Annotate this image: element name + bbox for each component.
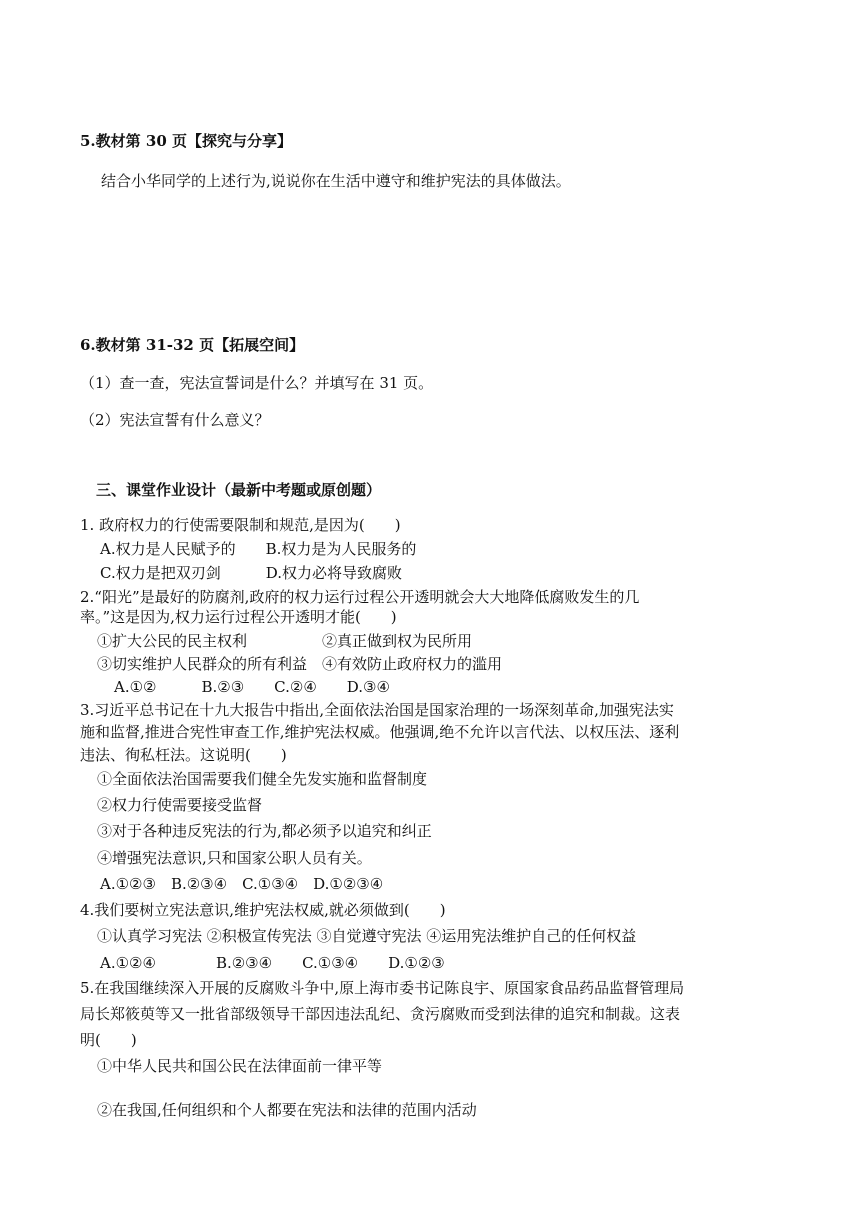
q5-stem-line-2: 局长郑筱萸等又一批省部级领导干部因违法乱纪、贪污腐败而受到法律的追究和制裁。这表 bbox=[80, 1005, 681, 1023]
section-5-prompt: 结合小华同学的上述行为,说说你在生活中遵守和维护宪法的具体做法。 bbox=[101, 172, 571, 190]
q1-options-cd: C.权力是把双刃剑 D.权力必将导致腐败 bbox=[100, 564, 402, 582]
q5-option-1: ①中华人民共和国公民在法律面前一律平等 bbox=[97, 1057, 383, 1075]
q1-options-ab: A.权力是人民赋予的 B.权力是为人民服务的 bbox=[100, 540, 417, 558]
section-6-question-2: （2）宪法宣誓有什么意义？ bbox=[80, 411, 270, 429]
q3-stem-line-2: 施和监督,推进合宪性审查工作,维护宪法权威。他强调,绝不允许以言代法、以权压法、逐利 bbox=[80, 723, 680, 741]
q3-choices: A.①②③ B.②③④ C.①③④ D.①②③④ bbox=[100, 875, 384, 893]
q2-options-1-2: ①扩大公民的民主权利 ②真正做到权为民所用 bbox=[97, 632, 473, 650]
q3-stem-line-3: 违法、徇私枉法。这说明( ) bbox=[80, 746, 287, 764]
q3-option-1: ①全面依法治国需要我们健全先发实施和监督制度 bbox=[97, 770, 428, 788]
q3-stem-line-1: 3.习近平总书记在十九大报告中指出,全面依法治国是国家治理的一场深刻革命,加强宪法实 bbox=[80, 701, 674, 719]
homework-heading: 三、课堂作业设计（最新中考题或原创题） bbox=[96, 481, 382, 499]
q2-choices: A.①② B.②③ C.②④ D.③④ bbox=[114, 678, 390, 696]
section-5-heading: 5.教材第 30 页【探究与分享】 bbox=[80, 132, 292, 150]
q5-option-2: ②在我国,任何组织和个人都要在宪法和法律的范围内活动 bbox=[97, 1101, 477, 1119]
q3-option-3: ③对于各种违反宪法的行为,都必须予以追究和纠正 bbox=[97, 822, 432, 840]
q3-option-2: ②权力行使需要接受监督 bbox=[97, 796, 263, 814]
section-6-question-1: （1）查一查，宪法宣誓词是什么？并填写在 31 页。 bbox=[80, 374, 434, 392]
q2-stem-line-1: 2.“阳光”是最好的防腐剂,政府的权力运行过程公开透明就会大大地降低腐败发生的几 bbox=[80, 588, 640, 606]
q1-stem: 1. 政府权力的行使需要限制和规范,是因为( ) bbox=[80, 516, 401, 534]
q4-choices: A.①②④ B.②③④ C.①③④ D.①②③ bbox=[100, 954, 445, 972]
q4-stem: 4.我们要树立宪法意识,维护宪法权威,就必须做到( ) bbox=[80, 901, 446, 919]
section-6-heading: 6.教材第 31-32 页【拓展空间】 bbox=[80, 336, 305, 354]
q2-options-3-4: ③切实维护人民群众的所有利益 ④有效防止政府权力的滥用 bbox=[97, 655, 503, 673]
q5-stem-line-1: 5.在我国继续深入开展的反腐败斗争中,原上海市委书记陈良宇、原国家食品药品监督管理局 bbox=[80, 979, 685, 997]
q4-options: ①认真学习宪法 ②积极宣传宪法 ③自觉遵守宪法 ④运用宪法维护自己的任何权益 bbox=[97, 927, 637, 945]
q5-stem-line-3: 明( ) bbox=[80, 1031, 137, 1049]
q2-stem-line-2: 率。”这是因为,权力运行过程公开透明才能( ) bbox=[80, 608, 397, 626]
q3-option-4: ④增强宪法意识,只和国家公职人员有关。 bbox=[97, 849, 372, 867]
